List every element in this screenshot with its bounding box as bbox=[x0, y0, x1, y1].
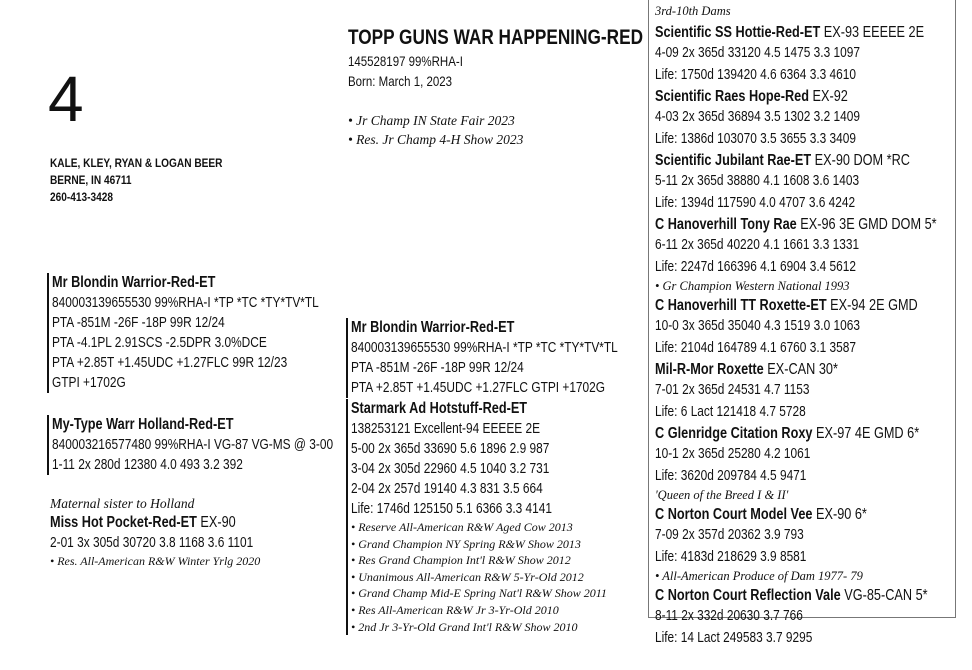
dam-entry-header bbox=[655, 359, 937, 380]
dam-entry-line: Life: 4183d 218629 3.9 8581 bbox=[655, 548, 807, 565]
dam-entry-name: C Norton Court Reflection Vale bbox=[655, 587, 841, 604]
sire-line: PTA -4.1PL 2.91SCS -2.5DPR 3.0%DCE bbox=[52, 335, 267, 351]
dam-entry-line: Life: 14 Lact 249583 3.7 9295 bbox=[655, 629, 813, 646]
dam-entry-class: EX-CAN 30* bbox=[763, 361, 838, 378]
sire-name: Mr Blondin Warrior-Red-ET bbox=[52, 274, 216, 291]
dam-entry-name: C Hanoverhill Tony Rae bbox=[655, 216, 797, 233]
dam-entry-line: 10-0 3x 365d 35040 4.3 1519 3.0 1063 bbox=[655, 318, 860, 334]
mgd-line: 3-04 2x 305d 22960 4.5 1040 3.2 731 bbox=[351, 461, 550, 477]
dam-entry-line: 4-09 2x 365d 33120 4.5 1475 3.3 1097 bbox=[655, 45, 860, 61]
sister-block bbox=[50, 494, 298, 570]
dam-entry-line: Life: 1394d 117590 4.0 4707 3.6 4242 bbox=[655, 194, 856, 211]
sister-header bbox=[50, 513, 253, 533]
sire-line: 840003139655530 99%RHA-I *TP *TC *TY*TV*TL bbox=[52, 295, 319, 311]
mgs-line: 840003139655530 99%RHA-I *TP *TC *TY*TV*TL bbox=[351, 340, 618, 356]
animal-name: TOPP GUNS WAR HAPPENING-RED bbox=[348, 26, 644, 49]
dams-list bbox=[655, 0, 972, 649]
dam-entry-header bbox=[655, 214, 937, 235]
sister-note: Maternal sister to Holland bbox=[50, 496, 195, 511]
sire-line: PTA -851M -26F -18P 99R 12/24 bbox=[52, 315, 225, 331]
dam-entry-line: 7-09 2x 357d 20362 3.9 793 bbox=[655, 527, 804, 543]
dam-entry-header bbox=[655, 423, 937, 444]
dam-entry-name: C Hanoverhill TT Roxette-ET bbox=[655, 297, 827, 314]
dam-entry-line: 10-1 2x 365d 25280 4.2 1061 bbox=[655, 446, 811, 462]
dam-entry-note: 'Queen of the Breed I & II' bbox=[655, 488, 789, 502]
dam-entry-header bbox=[655, 295, 937, 316]
dam-entry-name: C Norton Court Model Vee bbox=[655, 506, 813, 523]
owner-phone: 260-413-3428 bbox=[50, 192, 114, 204]
owner-city: BERNE, IN 46711 bbox=[50, 175, 132, 187]
sire-line: PTA +2.85T +1.45UDC +1.27FLC 99R 12/23 bbox=[52, 355, 288, 371]
dam-entry-header bbox=[655, 150, 937, 171]
dam-entry-class: EX-90 DOM *RC bbox=[811, 152, 910, 169]
dam-entry-header bbox=[655, 585, 937, 606]
dam-entry-line: Life: 2247d 166396 4.1 6904 3.4 5612 bbox=[655, 258, 857, 275]
owner-block bbox=[50, 156, 222, 207]
mgs-block bbox=[346, 318, 676, 398]
dam-entry-class: VG-85-CAN 5* bbox=[840, 587, 928, 604]
dam-entry-line: Life: 6 Lact 121418 4.7 5728 bbox=[655, 403, 806, 420]
dam-entry-note: • Gr Champion Western National 1993 bbox=[655, 279, 850, 293]
dam-entry-name: Scientific SS Hottie-Red-ET bbox=[655, 24, 821, 41]
mgd-award: • Grand Champion NY Spring R&W Show 2013 bbox=[351, 536, 581, 551]
dam-line: 840003216577480 99%RHA-I VG-87 VG-MS @ 3-00 bbox=[52, 437, 334, 453]
mgd-line: 2-04 2x 257d 19140 4.3 831 3.5 664 bbox=[351, 481, 543, 497]
mgs-line: PTA +2.85T +1.45UDC +1.27FLC GTPI +1702G bbox=[351, 380, 606, 396]
dams-header: 3rd-10th Dams bbox=[655, 4, 731, 18]
dam-entry-header bbox=[655, 504, 937, 525]
mgd-block bbox=[346, 399, 607, 635]
animal-award: • Res. Jr Champ 4-H Show 2023 bbox=[348, 132, 524, 147]
dam-entry-line: Life: 2104d 164789 4.1 6760 3.1 3587 bbox=[655, 339, 857, 356]
mgd-award: • Res All-American R&W Jr 3-Yr-Old 2010 bbox=[351, 602, 559, 617]
dam-entry-line: 8-11 2x 332d 20630 3.7 766 bbox=[655, 608, 803, 624]
mgd-award: • Reserve All-American R&W Aged Cow 2013 bbox=[351, 520, 573, 534]
dam-entry-class: EX-90 6* bbox=[812, 506, 867, 523]
dam-entry-line: 6-11 2x 365d 40220 4.1 1661 3.3 1331 bbox=[655, 237, 860, 253]
dam-entry-class: EX-93 EEEEE 2E bbox=[820, 24, 925, 41]
sister-award: • Res. All-American R&W Winter Yrlg 2020 bbox=[50, 554, 261, 568]
mgd-name: Starmark Ad Hotstuff-Red-ET bbox=[351, 400, 528, 417]
owner-names: KALE, KLEY, RYAN & LOGAN BEER bbox=[50, 158, 223, 170]
lot-number: 4 bbox=[48, 63, 84, 135]
dam-entry-line: 5-11 2x 365d 38880 4.1 1608 3.6 1403 bbox=[655, 173, 860, 189]
dam-line: 1-11 2x 280d 12380 4.0 493 3.2 392 bbox=[52, 457, 243, 473]
dam-entry-line: Life: 1386d 103070 3.5 3655 3.3 3409 bbox=[655, 130, 857, 147]
dam-entry-name: Scientific Raes Hope-Red bbox=[655, 88, 809, 105]
mgs-name: Mr Blondin Warrior-Red-ET bbox=[351, 319, 515, 336]
dam-entry-header bbox=[655, 22, 937, 43]
mgd-award: • Unanimous All-American R&W 5-Yr-Old 2012 bbox=[351, 569, 584, 584]
mgd-line: 138253121 Excellent-94 EEEEE 2E bbox=[351, 421, 541, 437]
animal-registration: 145528197 99%RHA-I bbox=[348, 53, 463, 69]
mgd-award: • Res Grand Champion Int'l R&W Show 2012 bbox=[351, 553, 571, 568]
dam-entry-class: EX-97 4E GMD 6* bbox=[812, 425, 920, 442]
dam-entry-class: EX-96 3E GMD DOM 5* bbox=[796, 216, 937, 233]
sire-block bbox=[47, 273, 377, 393]
sire-line: GTPI +1702G bbox=[52, 375, 126, 391]
mgd-award: • Grand Champ Mid-E Spring Nat'l R&W Show 2011 bbox=[351, 586, 607, 601]
sister-name: Miss Hot Pocket-Red-ET bbox=[50, 514, 197, 531]
sister-class: EX-90 bbox=[196, 514, 236, 531]
dam-entry-name: Mil-R-Mor Roxette bbox=[655, 361, 764, 378]
animal-award: • Jr Champ IN State Fair 2023 bbox=[348, 113, 515, 128]
dam-entry-line: Life: 3620d 209784 4.5 9471 bbox=[655, 467, 807, 484]
sister-record: 2-01 3x 305d 30720 3.8 1168 3.6 1101 bbox=[50, 535, 254, 551]
animal-born: Born: March 1, 2023 bbox=[348, 73, 453, 89]
dam-entry-name: Scientific Jubilant Rae-ET bbox=[655, 152, 812, 169]
mgs-line: PTA -851M -26F -18P 99R 12/24 bbox=[351, 360, 524, 376]
dam-block bbox=[47, 415, 395, 475]
dam-entry-name: C Glenridge Citation Roxy bbox=[655, 425, 813, 442]
dam-entry-note: • All-American Produce of Dam 1977- 79 bbox=[655, 569, 863, 583]
mgd-line: 5-00 2x 365d 33690 5.6 1896 2.9 987 bbox=[351, 441, 550, 457]
dams-panel bbox=[648, 0, 956, 646]
dam-entry-class: EX-92 bbox=[808, 88, 848, 105]
mgd-line: Life: 1746d 125150 5.1 6366 3.3 4141 bbox=[351, 501, 553, 517]
dam-entry-header bbox=[655, 86, 937, 107]
dam-name: My-Type Warr Holland-Red-ET bbox=[52, 416, 234, 433]
dam-entry-line: 7-01 2x 365d 24531 4.7 1153 bbox=[655, 382, 810, 398]
dam-entry-line: 4-03 2x 365d 36894 3.5 1302 3.2 1409 bbox=[655, 109, 860, 125]
mgd-award: • 2nd Jr 3-Yr-Old Grand Int'l R&W Show 2010 bbox=[351, 619, 578, 634]
dam-entry-line: Life: 1750d 139420 4.6 6364 3.3 4610 bbox=[655, 66, 857, 83]
dam-entry-class: EX-94 2E GMD bbox=[826, 297, 918, 314]
